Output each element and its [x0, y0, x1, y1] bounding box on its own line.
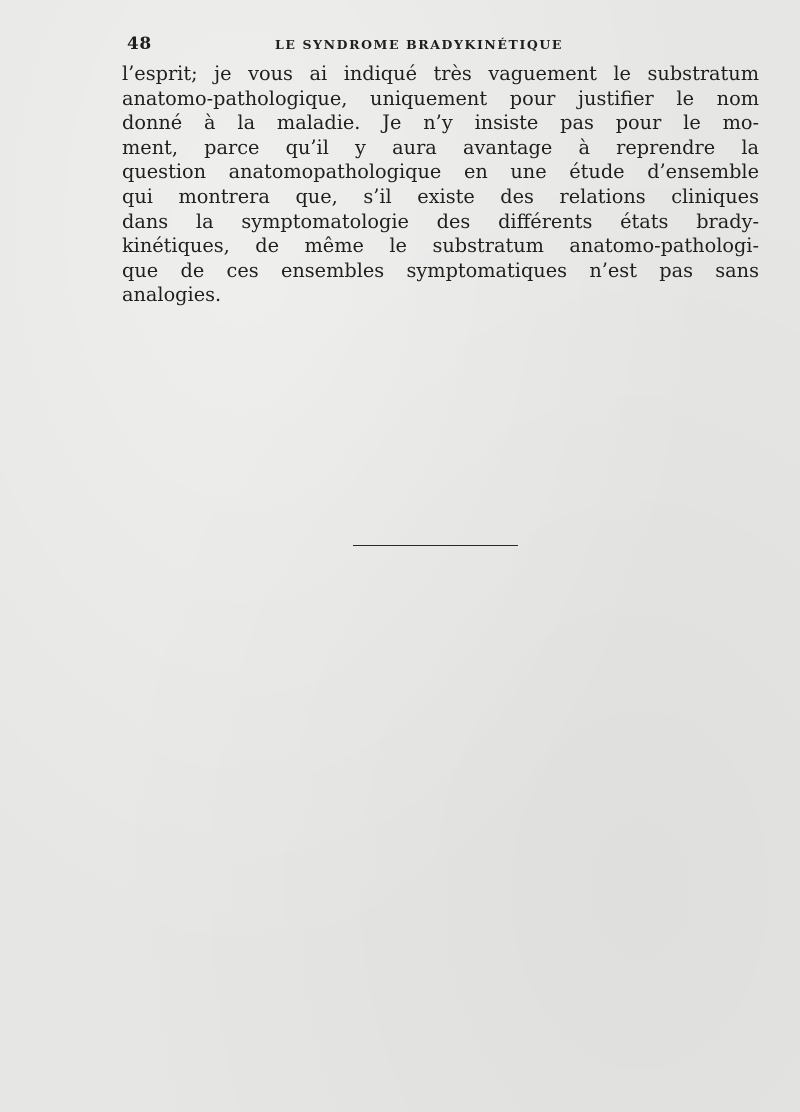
text-line: donné à la maladie. Je n’y insiste pas pour le mo-	[122, 111, 759, 135]
text-line: anatomo-pathologique, uniquement pour justifier le nom	[122, 86, 759, 110]
text-line: qui montrera que, s’il existe des relations cliniques	[122, 184, 759, 208]
text-line: kinétiques, de même le substratum anatomo-pathologi-	[122, 234, 759, 258]
text-line: l’esprit; je vous ai indiqué très vaguement le substratum	[122, 62, 759, 85]
text-line: dans la symptomatologie des différents états brady-	[122, 209, 759, 233]
text-line: que de ces ensembles symptomatiques n’est pas sans	[122, 258, 759, 282]
page-header	[127, 34, 632, 58]
body-paragraph	[122, 62, 759, 308]
section-end-rule	[353, 545, 518, 546]
running-title: LE SYNDROME BRADYKINÉTIQUE	[275, 37, 564, 52]
text-line: ment, parce qu’il y aura avantage à reprendre la	[122, 135, 759, 159]
text-line: analogies.	[122, 283, 222, 307]
text-line: question anatomopathologique en une étude d’ensemble	[122, 160, 759, 184]
page-number: 48	[127, 34, 152, 54]
